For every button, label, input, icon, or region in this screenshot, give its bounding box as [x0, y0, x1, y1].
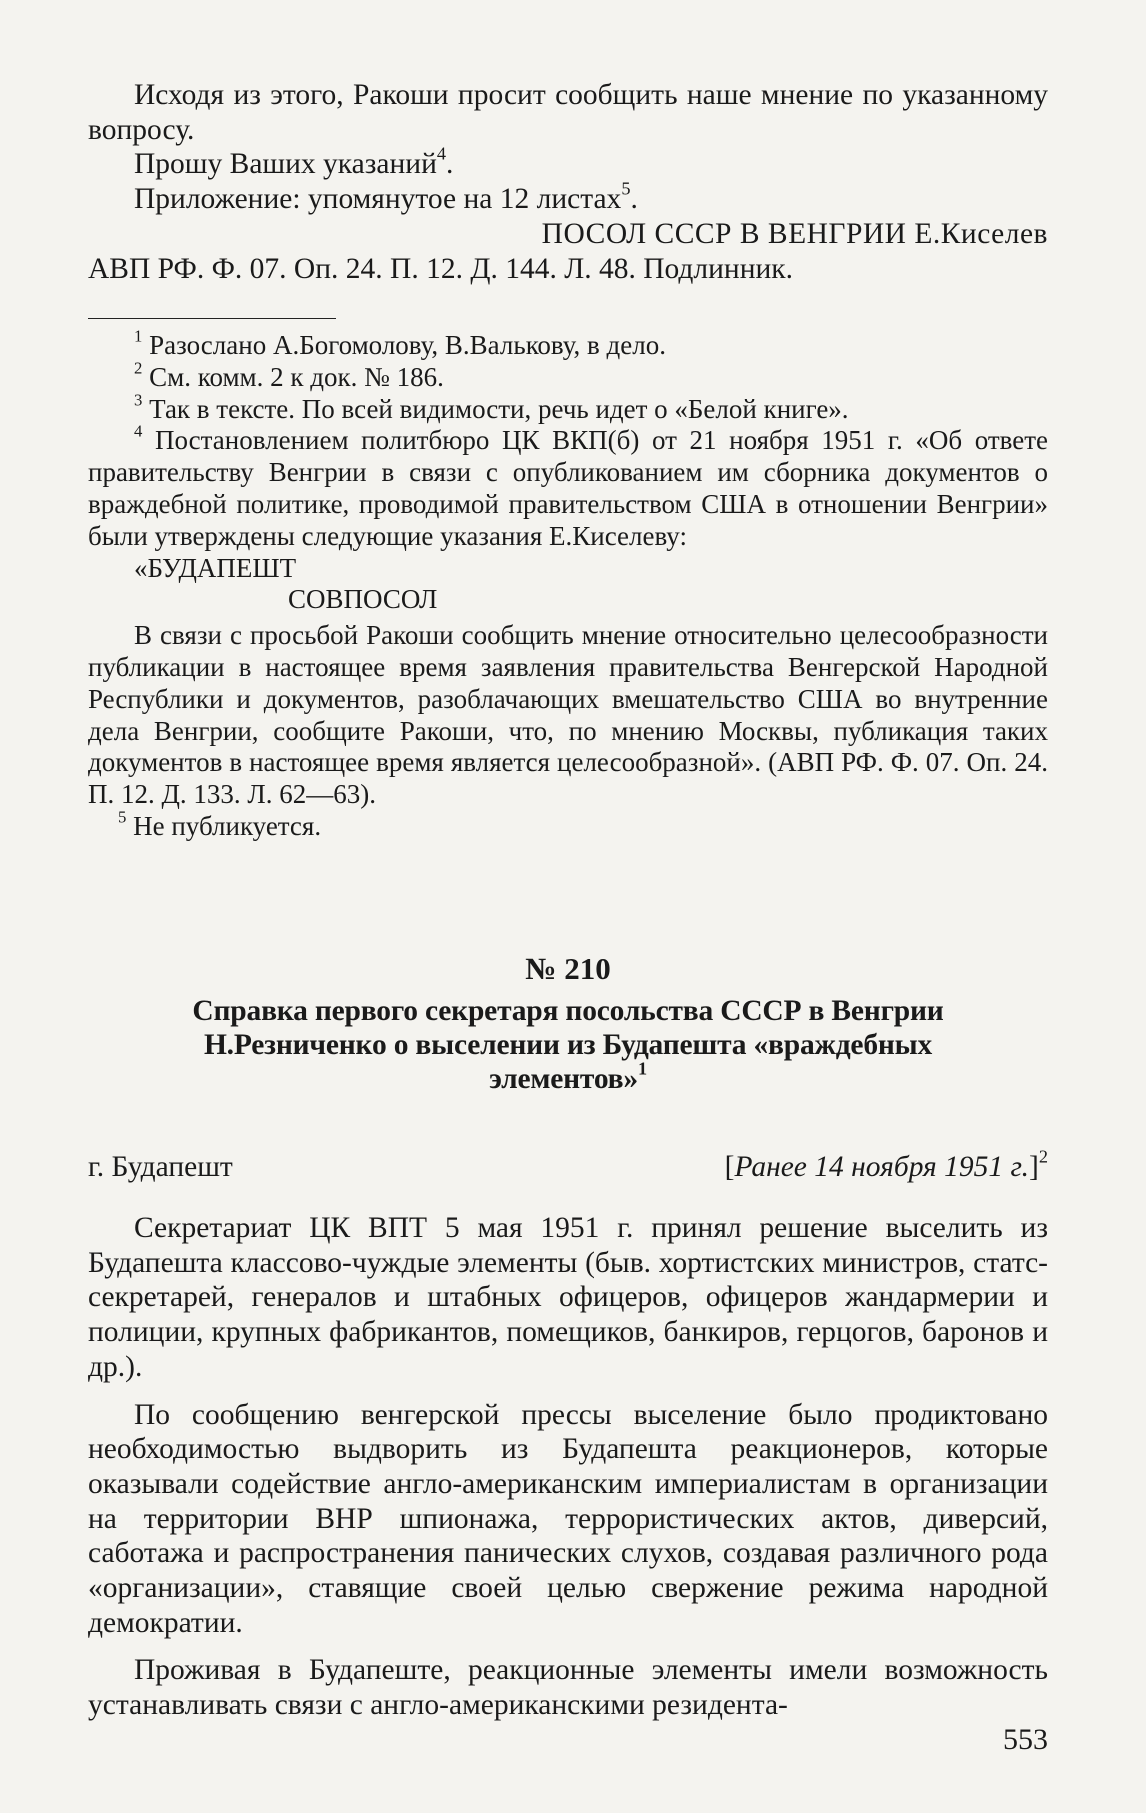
archive-reference: АВП РФ. Ф. 07. Оп. 24. П. 12. Д. 144. Л. 48. Подлинник. [88, 252, 793, 285]
footnote: $^4$ Постановлением политбюро ЦК ВКП(б) от 21 ноября 1951 г. «Об ответе правительству Венгрии в связи с опубликованием им сборника документов о враждебной политике, проводимой правительством США в отношении Венгрии» были утверждены следующие указания Е.Киселеву: [88, 421, 1048, 551]
footnote-ref: 5 [621, 178, 631, 199]
footnote-ref: 4 [436, 143, 447, 164]
document-header [88, 950, 1048, 1096]
page-number: 553 [1003, 1723, 1048, 1756]
footnote: $^2$ См. комм. 2 к док. № 186. [134, 358, 444, 392]
footnote: $^5$ Не публикуется. [118, 807, 322, 841]
telegram-address: «БУДАПЕШТ [134, 552, 297, 583]
footnote-divider [88, 318, 336, 319]
telegram-body: В связи с просьбой Ракоши сообщить мнение относительно целесообразности публикации в настоящее время заявления правительства Венгерской Народной Республики и документов, разоблачающих вмешательство США во внутренние дела Венгрии, сообщите Ракоши, что, по мнению Москвы, публикация таких документов в настоящее время является целесообразной». (АВП РФ. Ф. 07. Оп. 24. П. 12. Д. 133. Л. 62—63). [88, 620, 1048, 810]
document-body [88, 1211, 1048, 1723]
place: г. Будапешт [88, 1151, 233, 1183]
date: [Ранее 14 ноября 1951 г.]$^2$ [724, 1146, 1048, 1183]
paragraph: Исходя из этого, Ракоши просит сообщить наше мнение по указанному вопросу. [88, 79, 1048, 146]
footnote-ref: 1 [637, 1058, 647, 1079]
document-title-line: элементов»$^1$ [489, 1058, 647, 1095]
footnote-ref: 2 [1038, 1146, 1048, 1167]
paragraph: Прошу Ваших указаний$^4$. [134, 143, 454, 181]
telegram-recipient: СОВПОСОЛ [288, 584, 438, 615]
place-date-line [88, 1146, 1048, 1185]
document-title-line: Н.Резниченко о выселении из Будапешта «враждебных [203, 1029, 933, 1061]
paragraph: Приложение: упомянутое на 12 листах$^5$. [134, 178, 638, 216]
paragraph: Проживая в Будапеште, реакционные элементы имели возможность устанавливать связи с англо-американскими резидента- [88, 1654, 1048, 1722]
footnote: $^1$ Разослано А.Богомолову, В.Валькову, в дело. [134, 326, 667, 360]
signature: ПОСОЛ СССР В ВЕНГРИИ Е.Киселев [541, 217, 1048, 250]
footnote: $^3$ Так в тексте. По всей видимости, речь идет о «Белой книге». [134, 390, 849, 424]
footnotes [88, 326, 1048, 843]
document-number: № 210 [525, 951, 611, 986]
paragraph: По сообщению венгерской прессы выселение было продиктовано необходимостью выдворить из Будапешта реакционеров, которые оказывали содействие англо-американским империалистам в организации на территории ВНР шпионажа, террористических актов, диверсий, саботажа и распространения панических слухов, создавая различного рода «организации», ставящие своей целью свержение режима народной демократии. [88, 1398, 1048, 1639]
document-title-line: Справка первого секретаря посольства СССР в Венгрии [192, 995, 944, 1027]
previous-document-end [88, 78, 1048, 286]
paragraph: Секретариат ЦК ВПТ 5 мая 1951 г. принял решение выселить из Будапешта классово-чуждые элементы (быв. хортистских министров, статс-секретарей, генералов и штабных офицеров, офицеров жандармерии и полиции, крупных фабрикантов, помещиков, банкиров, герцогов, баронов и др.). [88, 1212, 1048, 1383]
